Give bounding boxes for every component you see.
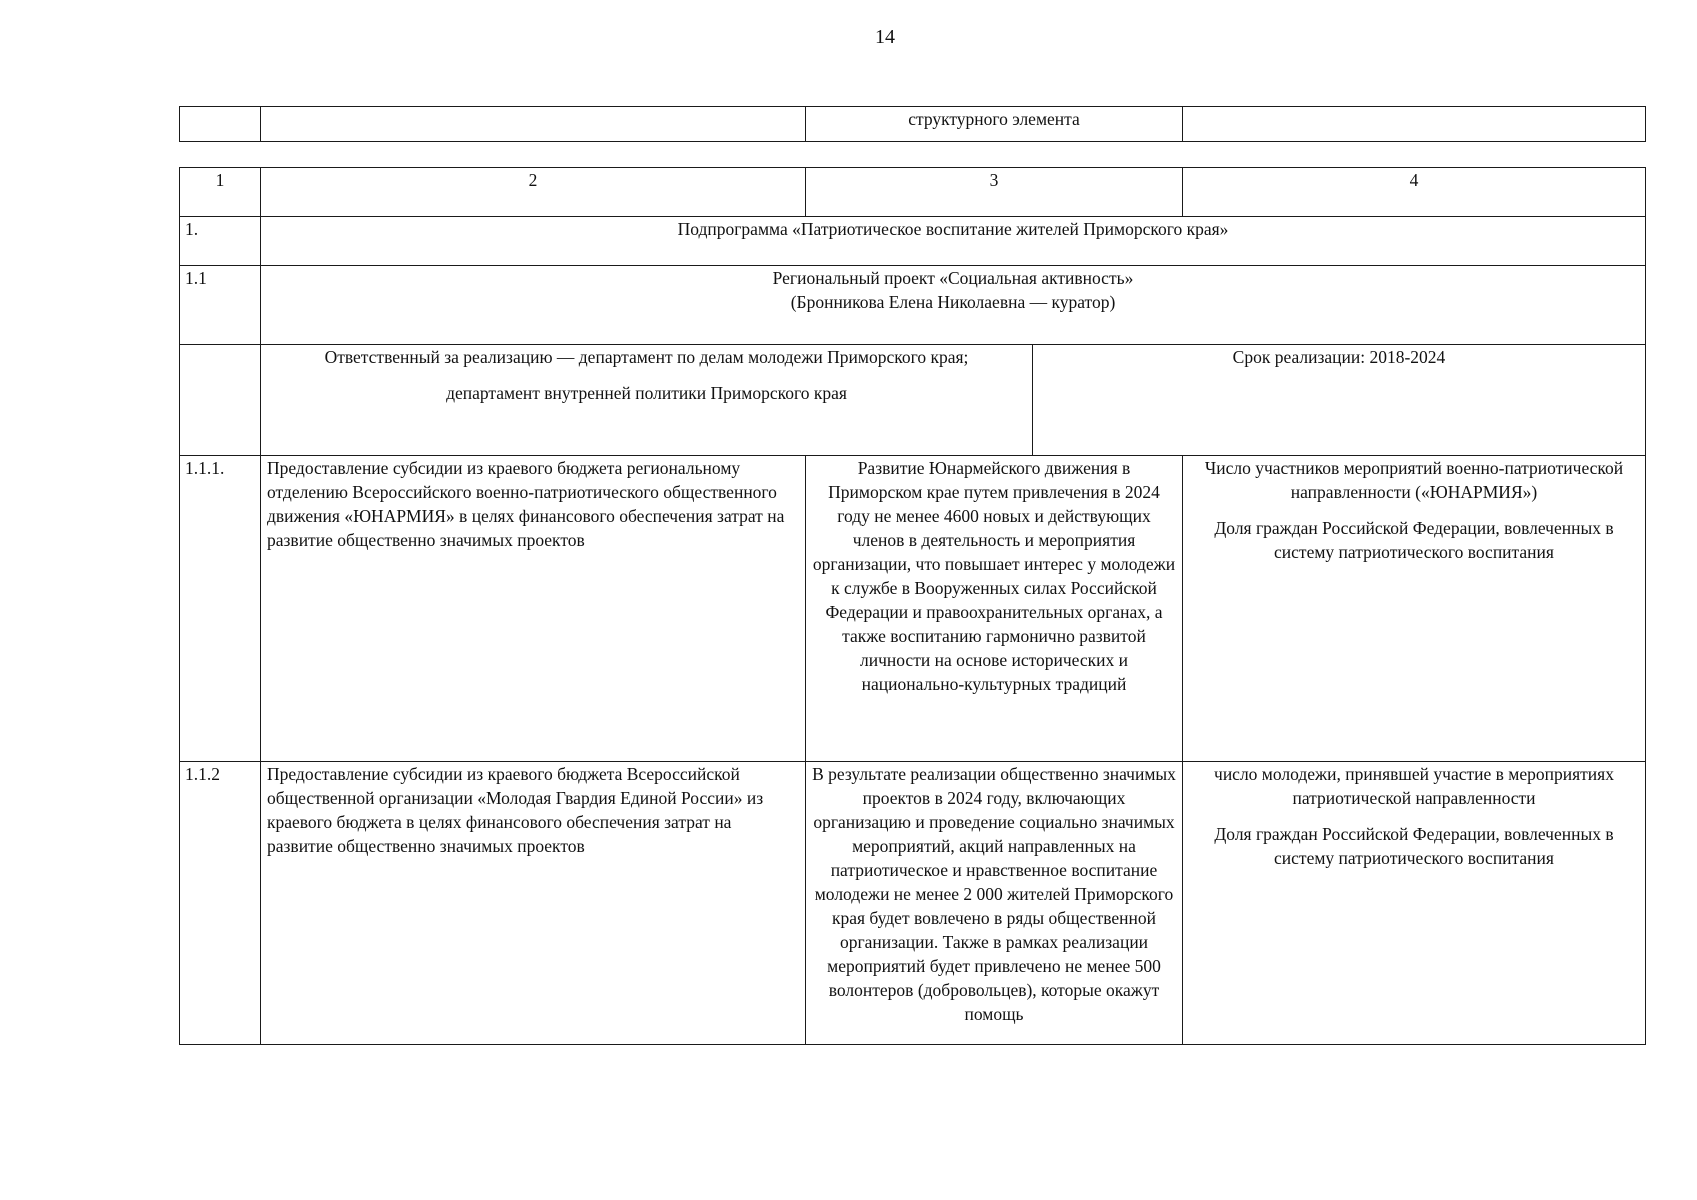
task-indicators <box>1183 456 1646 762</box>
responsible-number-cell <box>180 345 261 456</box>
header-cell-1 <box>180 107 261 142</box>
task-indicators <box>1183 762 1646 1045</box>
header-row <box>180 107 1646 142</box>
responsible-cell <box>261 345 1033 456</box>
header-cell-4 <box>1183 107 1646 142</box>
task-number: 1.1.2 <box>180 762 261 1045</box>
task-indicator: Доля граждан Российской Федерации, вовлеченных в систему патриотического воспитания <box>1214 518 1614 562</box>
task-number: 1.1.1. <box>180 456 261 762</box>
regional-project-curator: (Бронникова Елена Николаевна — куратор) <box>790 292 1116 312</box>
responsible-row <box>180 345 1646 456</box>
task-row <box>180 456 1646 762</box>
subprogram-title: Подпрограмма «Патриотическое воспитание жителей Приморского края» <box>261 217 1646 266</box>
responsible-department-2: департамент внутренней политики Приморского края <box>446 383 847 403</box>
header-cell-3: структурного элемента <box>806 107 1183 142</box>
regional-project-number: 1.1 <box>180 266 261 345</box>
task-result: Развитие Юнармейского движения в Приморском крае путем привлечения в 2024 году не менее 4600 новых и действующих членов в деятельность и мероприятия организации, что повышает интерес у молодежи к службе в Вооруженных силах Российской Федерации и правоохранительных органах, а также воспитанию гармонично развитой личности на основе исторических и национально-культурных традиций <box>806 456 1183 762</box>
task-indicator: Число участников мероприятий военно-патриотической направленности («ЮНАРМИЯ») <box>1204 458 1624 502</box>
task-description: Предоставление субсидии из краевого бюджета региональному отделению Всероссийского военно-патриотического общественного движения «ЮНАРМИЯ» в целях финансового обеспечения затрат на развитие общественно значимых проектов <box>261 456 806 762</box>
column-number-row <box>180 168 1646 217</box>
task-indicator: число молодежи, принявшей участие в мероприятиях патриотической направленности <box>1214 764 1614 808</box>
page-number: 14 <box>875 26 895 48</box>
column-number: 2 <box>261 168 806 217</box>
regional-project-row <box>180 266 1646 345</box>
implementation-term: Срок реализации: 2018-2024 <box>1033 345 1646 456</box>
regional-project-name: Региональный проект «Социальная активность» <box>772 268 1134 288</box>
header-cell-2 <box>261 107 806 142</box>
responsible-department-1: Ответственный за реализацию — департамент по делам молодежи Приморского края; <box>324 347 969 367</box>
regional-project-title <box>261 266 1646 345</box>
column-number: 3 <box>806 168 1183 217</box>
continued-header-table <box>179 106 1646 142</box>
subprogram-number: 1. <box>180 217 261 266</box>
task-row <box>180 762 1646 1045</box>
task-description: Предоставление субсидии из краевого бюджета Всероссийской общественной организации «Молодая Гвардия Единой России» из краевого бюджета в целях финансового обеспечения затрат на развитие общественно значимых проектов <box>261 762 806 1045</box>
column-number: 4 <box>1183 168 1646 217</box>
task-indicator: Доля граждан Российской Федерации, вовлеченных в систему патриотического воспитания <box>1214 824 1614 868</box>
task-result: В результате реализации общественно значимых проектов в 2024 году, включающих организацию и проведение социально значимых мероприятий, акций направленных на патриотическое и нравственное воспитание молодежи не менее 2 000 жителей Приморского края будет вовлечено в ряды общественной организации. Также в рамках реализации мероприятий будет привлечено не менее 500 волонтеров (добровольцев), которые окажут помощь <box>806 762 1183 1045</box>
subprogram-row <box>180 217 1646 266</box>
main-table <box>179 167 1646 1045</box>
column-number: 1 <box>180 168 261 217</box>
